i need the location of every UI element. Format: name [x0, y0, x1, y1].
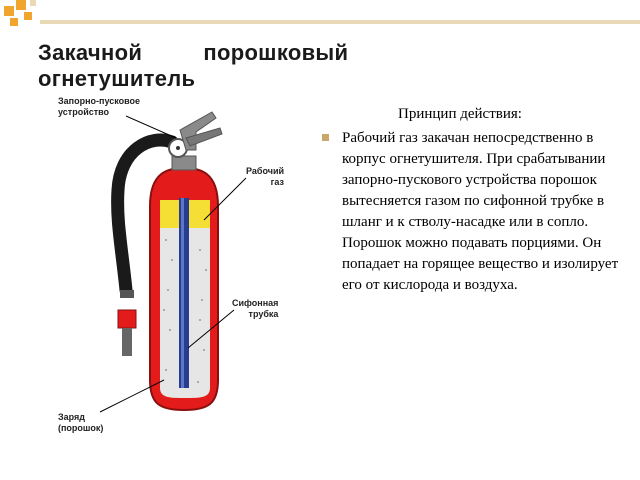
gauge-needle-hub [176, 146, 180, 150]
powder-dot [197, 381, 199, 383]
label-valve: Запорно-пусковое устройство [58, 96, 141, 117]
powder-dot [171, 259, 173, 261]
powder-dot [165, 239, 167, 241]
nozzle-collar [120, 290, 134, 298]
powder-dot [199, 319, 201, 321]
slide-title: Закачной порошковый огнетушитель [38, 40, 369, 91]
powder-dot [201, 299, 203, 301]
siphon-tube-highlight [181, 198, 184, 388]
powder-dot [165, 369, 167, 371]
description-text: Рабочий газ закачан непосредственно в корпус огнетушителя. При срабатывании запорно-пускового устройства порошок вытесняется газом по сифонной трубке в шланг и к стволу-насадке или в сопло. Порошок можно подавать порциями. Он попадает на горящее вещество и изолирует его от кислорода и воздуха. [342, 130, 619, 293]
powder-dot [163, 309, 165, 311]
powder-dot [167, 289, 169, 291]
label-gas: Рабочий газ [246, 166, 285, 187]
powder-dot [205, 269, 207, 271]
powder-dot [203, 349, 205, 351]
label-tube: Сифонная трубка [232, 298, 279, 319]
valve-neck [172, 156, 196, 170]
powder-dot [169, 329, 171, 331]
nozzle-tip [122, 328, 132, 356]
label-charge: Заряд (порошок) [58, 412, 104, 433]
powder-dot [199, 249, 201, 251]
nozzle-red [118, 310, 136, 328]
section-subtitle: Принцип действия: [398, 106, 522, 122]
